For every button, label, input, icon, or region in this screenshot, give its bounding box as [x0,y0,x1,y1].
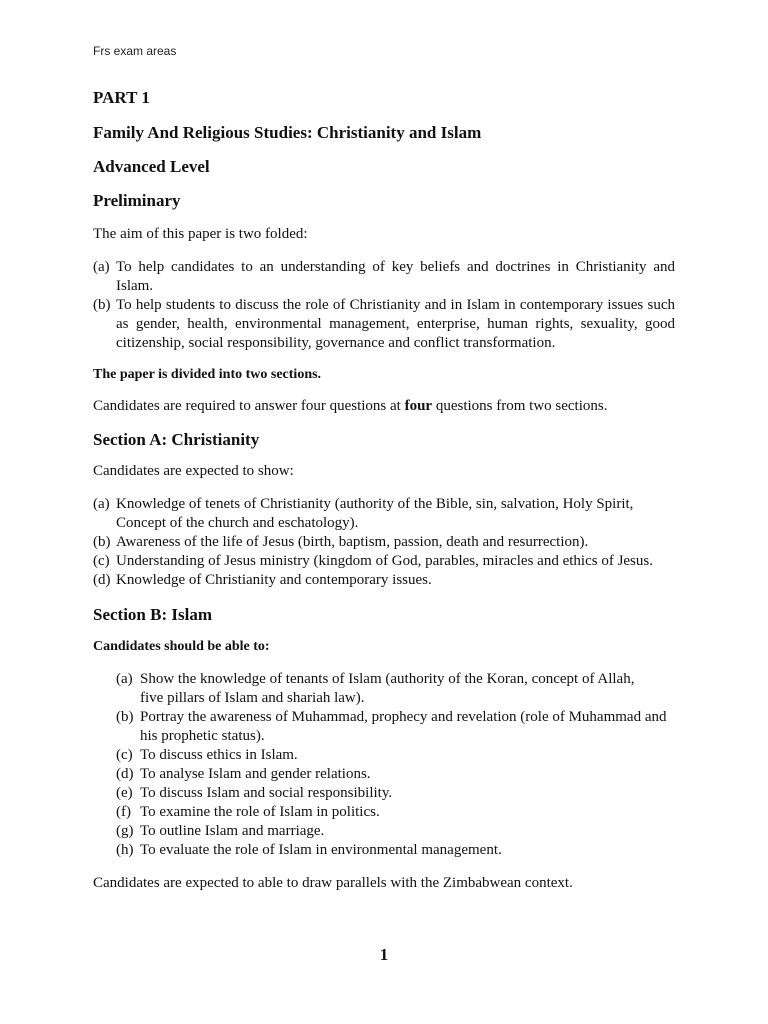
requirement-text [93,398,607,415]
list-item [116,784,676,803]
list-item [93,533,675,552]
aim-intro: The aim of this paper is two folded: [93,226,308,242]
section-a-intro: Candidates are expected to show: [93,463,294,479]
page-number: 1 [379,945,389,964]
list-text: To examine the role of Islam in politics. [140,804,380,820]
list-text: To discuss Islam and social responsibility. [140,785,393,801]
list-text: To discuss ethics in Islam. [140,747,298,763]
list-text: Show the knowledge of tenants of Islam (authority of the Koran, concept of Allah, five pillars of Islam and shariah law). [140,671,635,706]
list-marker: (f) [116,804,131,820]
list-item [93,296,675,353]
list-item [116,765,676,784]
section-b-intro: Candidates should be able to: [93,639,270,654]
list-item [93,258,675,296]
list-marker: (b) [116,709,134,725]
list-text: To help candidates to an understanding of key beliefs and doctrines in Christianity and Islam. [116,259,675,294]
section-b-list [116,670,676,860]
list-text: To analyse Islam and gender relations. [140,766,371,782]
list-item [93,495,675,533]
list-marker: (a) [93,496,110,512]
requirement-before: Candidates are required to answer four questions at [93,398,405,414]
running-header: Frs exam areas [93,44,177,58]
list-marker: (a) [116,671,133,687]
list-marker: (d) [93,572,111,588]
section-b-heading: Section B: Islam [93,605,212,624]
section-a-list [93,495,675,590]
list-marker: (b) [93,297,111,313]
aims-list [93,258,675,353]
list-text: Knowledge of Christianity and contemporary issues. [116,572,432,588]
list-text: To help students to discuss the role of Christianity and in Islam in contemporary issues such as gender, health, environmental management, enterprise, human rights, sexuality, good citizenship, social responsibility, governance and conflict transformation. [116,297,675,351]
list-text: Knowledge of tenets of Christianity (authority of the Bible, sin, salvation, Holy Spirit, Concept of the church and eschatology). [116,496,634,531]
list-marker: (c) [93,553,110,569]
list-marker: (b) [93,534,111,550]
list-marker: (e) [116,785,133,801]
sections-note: The paper is divided into two sections. [93,367,322,382]
list-marker: (h) [116,842,134,858]
level-heading: Advanced Level [93,157,210,176]
list-marker: (a) [93,259,110,275]
requirement-after: questions from two sections. [432,398,608,414]
section-a-heading: Section A: Christianity [93,430,260,449]
list-text: To evaluate the role of Islam in environmental management. [140,842,502,858]
list-text: Portray the awareness of Muhammad, prophecy and revelation (role of Muhammad and his prophetic status). [140,709,667,744]
list-marker: (c) [116,747,133,763]
list-item [116,670,676,708]
list-text: Awareness of the life of Jesus (birth, baptism, passion, death and resurrection). [116,534,589,550]
list-item [116,822,676,841]
subject-title: Family And Religious Studies: Christianity and Islam [93,123,482,142]
list-text: To outline Islam and marriage. [140,823,325,839]
list-item [116,746,676,765]
list-item [116,841,676,860]
requirement-bold: four [404,398,433,414]
closing-text: Candidates are expected to able to draw parallels with the Zimbabwean context. [93,875,573,891]
part-title: PART 1 [93,88,150,107]
list-marker: (d) [116,766,134,782]
list-text: Understanding of Jesus ministry (kingdom of God, parables, miracles and ethics of Jesus. [116,553,653,569]
list-item [116,708,676,746]
list-item [93,571,675,590]
preliminary-heading: Preliminary [93,191,181,210]
list-marker: (g) [116,823,134,839]
list-item [93,552,675,571]
list-item [116,803,676,822]
